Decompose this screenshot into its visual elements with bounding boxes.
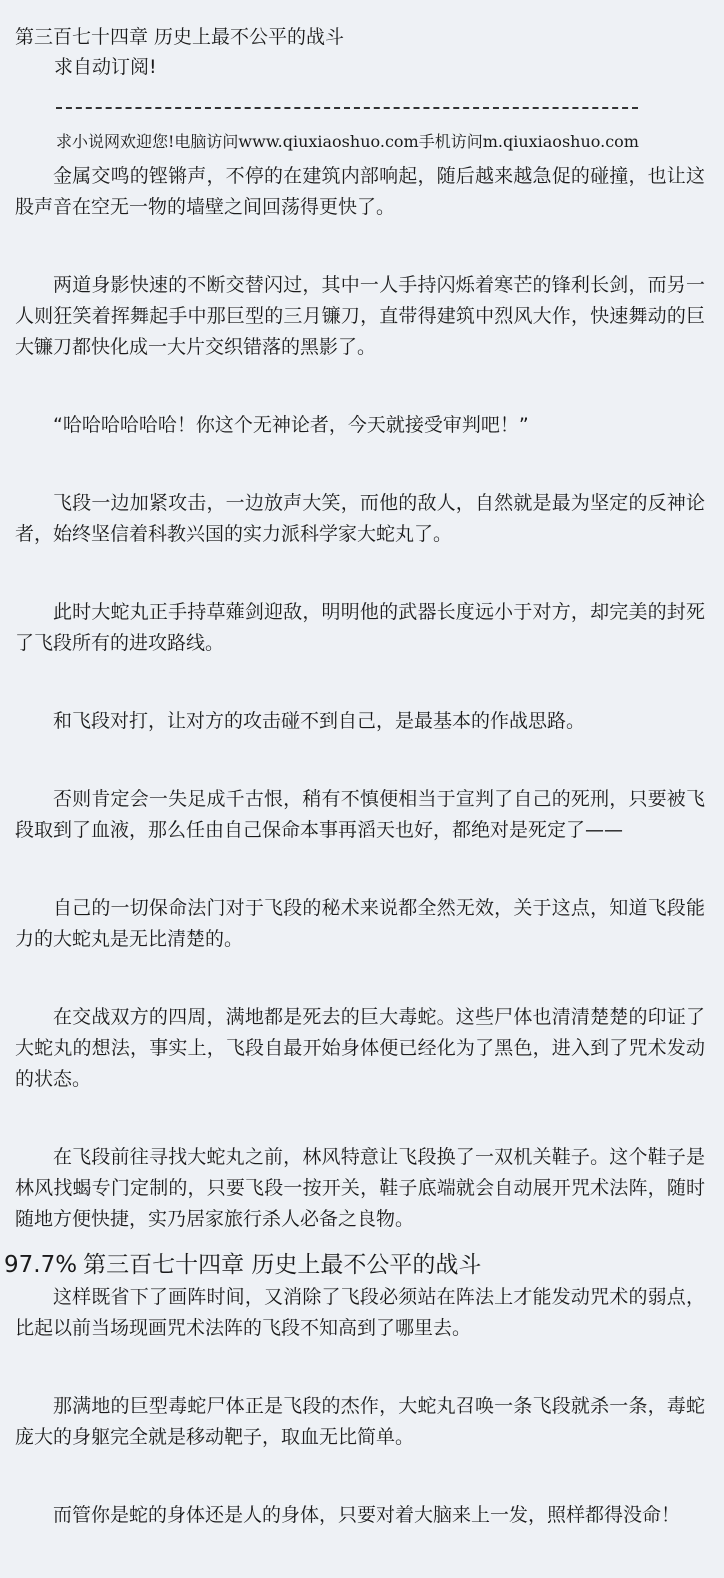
paragraph: “哈哈哈哈哈哈！你这个无神论者，今天就接受审判吧！” <box>53 414 529 436</box>
site-notice: 求小说网欢迎您!电脑访问www.qiuxiaoshuo.com手机访问m.qiuxiaoshuo.com <box>56 132 639 151</box>
divider-line <box>56 107 638 109</box>
paragraph: 金属交鸣的铿锵声，不停的在建筑内部响起，随后越来越急促的碰撞，也让这股声音在空无一物的墙壁之间回荡得更快了。 <box>15 165 705 218</box>
chapter-body <box>15 161 705 1578</box>
paragraph: 飞段一边加紧攻击，一边放声大笑，而他的敌人，自然就是最为坚定的反神论者，始终坚信着科教兴国的实力派科学家大蛇丸了。 <box>15 492 705 545</box>
paragraph: 在飞段前往寻找大蛇丸之前，林风特意让飞段换了一双机关鞋子。这个鞋子是林风找蝎专门定制的，只要飞段一按开关，鞋子底端就会自动展开咒术法阵，随时随地方便快捷，实乃居家旅行杀人必备之良物。 <box>15 1146 705 1230</box>
status-chapter-title: 第三百七十四章 历史上最不公平的战斗 <box>83 1252 482 1278</box>
paragraph: 这样既省下了画阵时间，又消除了飞段必须站在阵法上才能发动咒术的弱点，比起以前当场现画咒术法阵的飞段不知高到了哪里去。 <box>15 1286 705 1339</box>
paragraph: 否则肯定会一失足成千古恨，稍有不慎便相当于宣判了自己的死刑，只要被飞段取到了血液，那么任由自己保命本事再滔天也好，都绝对是死定了—— <box>15 788 705 841</box>
paragraph: 自己的一切保命法门对于飞段的秘术来说都全然无效，关于这点，知道飞段能力的大蛇丸是无比清楚的。 <box>15 897 705 950</box>
reading-progress: 97.7% <box>4 1252 78 1278</box>
subscribe-note: 求自动订阅! <box>54 56 157 78</box>
paragraph: 两道身影快速的不断交替闪过，其中一人手持闪烁着寒芒的锋利长剑，而另一人则狂笑着挥舞起手中那巨型的三月镰刀，直带得建筑中烈风大作，快速舞动的巨大镰刀都快化成一大片交织错落的黑影了。 <box>15 274 705 358</box>
paragraph: 在交战双方的四周，满地都是死去的巨大毒蛇。这些尸体也清清楚楚的印证了大蛇丸的想法，事实上，飞段自最开始身体便已经化为了黑色，进入到了咒术发动的状态。 <box>15 1006 705 1090</box>
reading-status-bar <box>0 1250 724 1280</box>
paragraph: 此时大蛇丸正手持草薙剑迎敌，明明他的武器长度远小于对方，却完美的封死了飞段所有的进攻路线。 <box>15 601 705 654</box>
paragraph: 和飞段对打，让对方的攻击碰不到自己，是最基本的作战思路。 <box>53 710 586 732</box>
chapter-title: 第三百七十四章 历史上最不公平的战斗 <box>15 26 345 48</box>
paragraph: 那满地的巨型毒蛇尸体正是飞段的杰作，大蛇丸召唤一条飞段就杀一条，毒蛇庞大的身躯完全就是移动靶子，取血无比简单。 <box>15 1395 705 1448</box>
paragraph: 而管你是蛇的身体还是人的身体，只要对着大脑来上一发，照样都得没命！ <box>53 1504 681 1526</box>
